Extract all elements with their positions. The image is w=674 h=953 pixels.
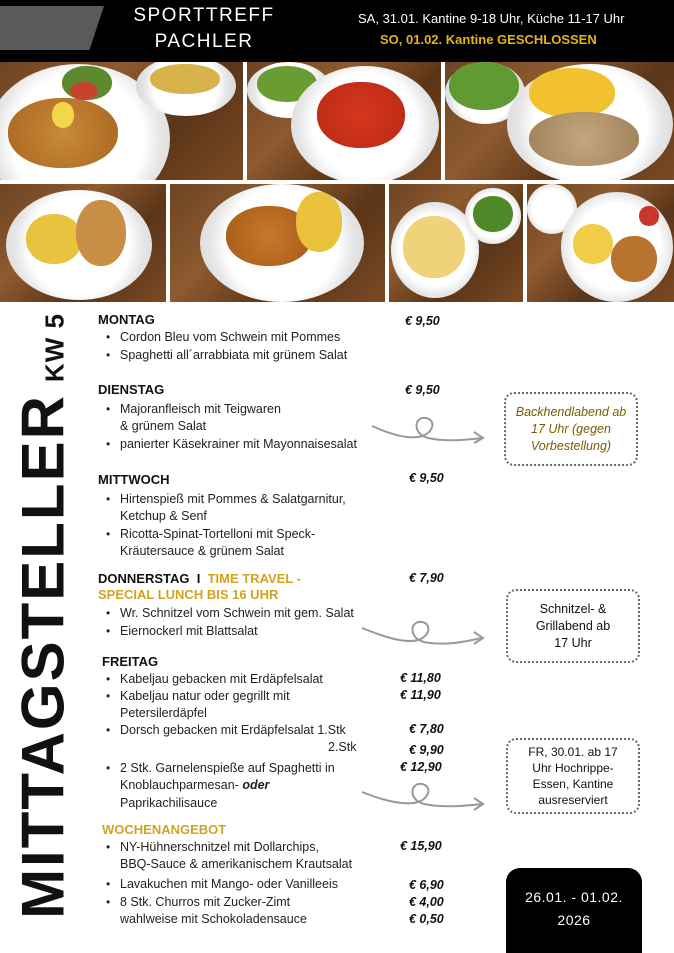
photo-eiernockerl [389,184,523,302]
menu-item-cont: Paprikachilisauce [120,796,218,810]
note-backhendlabend [504,392,638,466]
menu-item-cont: Kräutersauce & grünem Salat [120,544,284,558]
arrow-icon [370,412,490,448]
bullet: • [106,672,111,686]
note-friday-event [506,738,640,814]
price-donnerstag: € 7,90 [409,571,444,585]
bullet: • [106,330,111,344]
bullet: • [106,402,111,416]
vertical-title [9,310,77,922]
note-line: Backhendlabend ab [515,404,627,419]
menu-item-cont: & grünem Salat [120,419,207,433]
note-line: Essen, Kantine [532,777,614,791]
price-freitag-3b: € 9,90 [409,743,444,757]
header-bar [0,0,674,62]
date-range-line2: 2026 [557,912,591,928]
weekly-offer-heading: WOCHENANGEBOT [102,822,227,837]
price-weekly-1: € 15,90 [400,839,442,853]
menu-item-cont: BBQ-Sauce & amerikanischem Krautsalat [120,857,353,871]
menu-item: Kabeljau natur oder gegrillt mit [120,689,290,703]
menu-item: NY-Hühnerschnitzel mit Dollarchips, [120,840,319,854]
price-weekly-2: € 6,90 [409,878,444,892]
menu-item-cont: wahlweise mit Schokoladensauce [120,912,307,926]
menu-item: Majoranfleisch mit Teigwaren [120,402,281,416]
menu-item-text: Knoblauchparmesan- [120,778,239,792]
special-label: TIME TRAVEL - [207,571,301,586]
price-weekly-3a: € 4,00 [409,895,444,909]
price-weekly-3b: € 0,50 [409,912,444,926]
menu-item: Kabeljau gebacken mit Erdäpfelsalat [120,672,323,686]
bullet: • [106,492,111,506]
restaurant-name-line1: SPORTTREFF [133,5,275,26]
price-freitag-2: € 11,90 [400,688,441,702]
menu-item: Wr. Schnitzel vom Schwein mit gem. Salat [120,606,354,620]
menu-item-cont: 2.Stk [328,740,357,754]
photo-spaghetti [247,62,441,180]
price-montag: € 9,50 [405,314,440,328]
header-accent-tab [0,6,104,50]
price-freitag-4: € 12,90 [400,760,442,774]
special-label-cont: SPECIAL LUNCH BIS 16 UHR [98,587,279,602]
day-donnerstag-name: DONNERSTAG [98,571,190,586]
note-line: Grillabend ab [535,618,611,633]
bullet: • [106,761,111,775]
note-line: Uhr Hochrippe- [532,761,614,775]
arrow-icon [360,618,490,654]
bullet: • [106,527,111,541]
bullet: • [106,437,111,451]
day-separator: I [196,571,201,586]
day-freitag: FREITAG [102,654,159,669]
menu-item: panierter Käsekrainer mit Mayonnaisesalat [120,437,357,451]
menu-item: Dorsch gebacken mit Erdäpfelsalat 1.Stk [120,723,346,737]
photo-wr-schnitzel [170,184,385,302]
note-line: FR, 30.01. ab 17 [528,745,618,759]
day-montag: MONTAG [98,312,155,327]
sunday-hours: SO, 01.02. Kantine GESCHLOSSEN [380,32,597,47]
bullet: • [106,877,111,891]
title-week: KW 5 [39,313,70,383]
menu-item: Hirtenspieß mit Pommes & Salatgarnitur, [120,492,346,506]
note-line: Vorbestellung) [530,438,612,453]
photo-majoranfleisch [445,62,674,180]
menu-item: Lavakuchen mit Mango- oder Vanilleeis [120,877,338,891]
menu-item: 8 Stk. Churros mit Zucker-Zimt [120,895,291,909]
day-dienstag: DIENSTAG [98,382,165,397]
photo-hirtenspiess [527,184,674,302]
bullet: • [106,895,111,909]
note-schnitzel-grillabend [506,589,640,663]
day-mittwoch: MITTWOCH [98,472,170,487]
menu-item: Spaghetti all´arrabbiata mit grünem Salat [120,348,348,362]
bullet: • [106,840,111,854]
bullet: • [106,723,111,737]
price-freitag-1: € 11,80 [400,671,441,685]
menu-item-cont [120,777,269,794]
date-range-line1: 26.01. - 01.02. [525,889,623,905]
restaurant-name-line2: PACHLER [154,31,254,52]
menu-item: 2 Stk. Garnelenspieße auf Spaghetti in [120,761,335,775]
photo-cordon-bleu [0,62,243,180]
price-freitag-3a: € 7,80 [409,722,444,736]
note-line: Schnitzel- & [539,601,607,616]
bullet: • [106,624,111,638]
restaurant-name [128,3,280,55]
bullet: • [106,348,111,362]
menu-item: Eiernockerl mit Blattsalat [120,624,258,638]
menu-item-cont: Ketchup & Senf [120,509,207,523]
bullet: • [106,606,111,620]
title-main: MITTAGSTELLER [9,394,77,919]
date-range-badge [506,868,642,953]
price-mittwoch: € 9,50 [409,471,444,485]
note-line: ausreserviert [538,793,608,807]
price-dienstag: € 9,50 [405,383,440,397]
menu-item-cont: Petersilerdäpfel [120,706,207,720]
menu-item-emphasis: oder [242,778,270,792]
note-line: 17 Uhr (gegen [531,421,611,436]
menu-item: Cordon Bleu vom Schwein mit Pommes [120,330,341,344]
bullet: • [106,689,111,703]
note-line: 17 Uhr [554,635,592,650]
photo-kabeljau [0,184,166,302]
saturday-hours: SA, 31.01. Kantine 9-18 Uhr, Küche 11-17 Uhr [358,11,625,26]
arrow-icon [360,780,490,816]
day-donnerstag [98,571,301,586]
menu-item: Ricotta-Spinat-Tortelloni mit Speck- [120,527,316,541]
